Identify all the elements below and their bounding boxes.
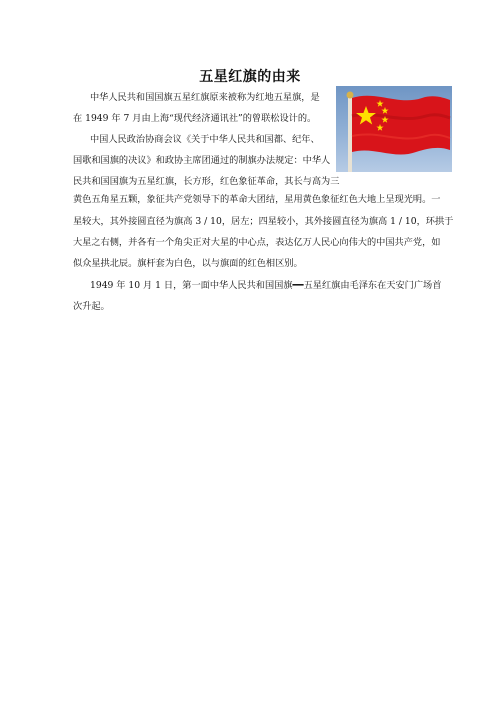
paragraph-2-line-2: 国歌和国旗的决议》和政协主席团通过的制旗办法规定：中华人 [73,155,331,166]
page-title: 五星红旗的由来 [199,69,301,85]
paragraph-2-line-3: 民共和国国旗为五星红旗，长方形，红色象征革命，其长与高为三 [73,176,340,187]
paragraph-2-line-5: 星较大，其外接圆直径为旗高 3 / 10，居左；四星较小，其外接圆直径为旗高 1 / 10，环拱于 [73,215,454,227]
paragraph-2-line-7: 似众星拱北辰。旗杆套为白色，以与旗面的红色相区别。 [73,258,303,269]
flag-photo [336,86,452,172]
paragraph-3-line-1: 1949 年 10 月 1 日，第一面中华人民共和国国旗━━五星红旗由毛泽东在天安门广场首 [90,280,442,291]
paragraph-1-line-2: 在 1949 年 7 月由上海“现代经济通讯社”的曾联松设计的。 [73,113,317,124]
paragraph-2-line-1: 中国人民政治协商会议《关于中华人民共和国都、纪年、 [90,134,320,145]
paragraph-2-body [73,189,461,254]
paragraph-3-line-2: 次升起。 [73,301,110,312]
paragraph-2-line-4: 黄色五角星五颗，象征共产党领导下的革命大团结，星用黄色象征红色大地上呈现光明。一 [73,194,441,205]
paragraph-2-line-6: 大星之右侧，并各有一个角尖正对大星的中心点，表达亿万人民心向伟大的中国共产党，如 [73,237,441,248]
five-star-red-flag-image [336,86,452,172]
paragraph-1-line-1: 中华人民共和国国旗五星红旗原来被称为红地五星旗，是 [90,92,320,103]
